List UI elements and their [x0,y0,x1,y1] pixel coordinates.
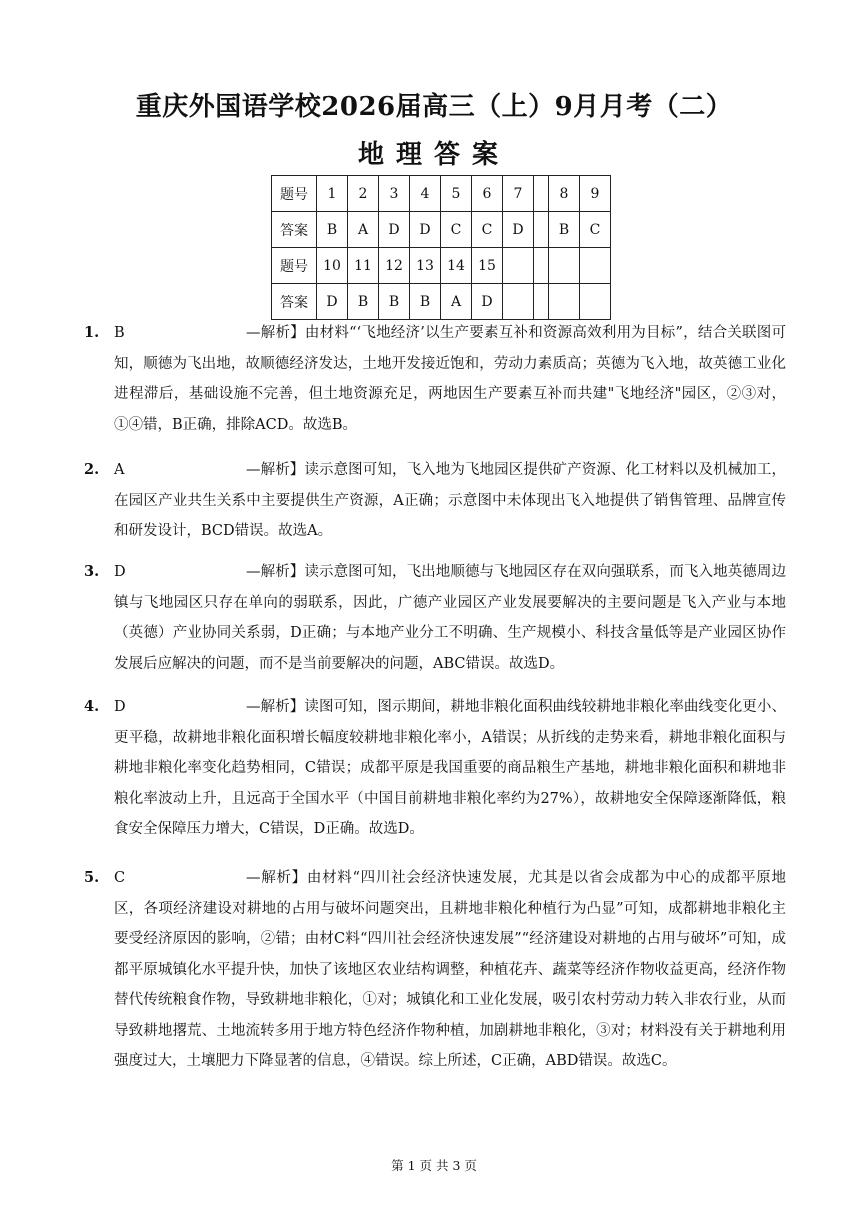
table-cell: 11 [348,248,379,284]
table-cell: B [410,284,441,320]
table-cell: D [317,284,348,320]
table-cell [503,248,534,284]
table-cell: B [549,212,580,248]
question-explanation: —解析】读示意图可知，飞入地为飞地园区提供矿产资源、化工材料以及机械加工，在园区产业共生关系中主要提供生产资源，A正确；示意图中未体现出飞入地提供了销售管理、品牌宣传和研发设计，BCD错误。故选A。 [114,462,786,539]
table-cell: C [580,212,611,248]
question-explanation: —解析】读图可知，图示期间，耕地非粮化面积曲线较耕地非粮化率曲线变化更小、更平稳，故耕地非粮化面积增长幅度较耕地非粮化率小，A错误；从折线的走势来看，耕地非粮化面积与耕地非粮化率变化趋势相同，C错误；成都平原是我国重要的商品粮生产基地，耕地非粮化面积和耕地非粮化率波动上升，且远高于全国水平（中国目前耕地非粮化率约为27%），故耕地安全保障逐渐降低，粮食安全保障压力增大，C错误，D正确。故选D。 [114,699,786,837]
question-answer: C [114,870,126,886]
question-answer: D [114,564,126,580]
table-cell: C [441,212,472,248]
table-cell: D [410,212,441,248]
table-cell [549,284,580,320]
table-cell: 15 [472,248,503,284]
question-item [84,863,786,1077]
table-cell: 5 [441,176,472,212]
question-item [84,557,786,679]
table-cell: 6 [472,176,503,212]
table-cell: A [441,284,472,320]
table-cell: D [503,212,534,248]
question-answer: A [114,462,125,478]
table-cell: 8 [549,176,580,212]
table-cell [534,284,549,320]
table-row [272,212,611,248]
table-cell: 3 [379,176,410,212]
table-cell [580,284,611,320]
table-cell: 13 [410,248,441,284]
page-subtitle: 地理答案 [357,140,510,170]
table-row [272,176,611,212]
question-number: 2. [84,461,100,478]
table-cell [534,248,549,284]
row-label: 题号 [272,176,317,212]
table-cell [503,284,534,320]
question-answer: D [114,699,126,715]
question-explanation: —解析】由材料“四川社会经济快速发展，尤其是以省会成都为中心的成都平原地区，各项经济建设对耕地的占用与破坏问题突出，且耕地非粮化种植行为凸显”可知，成都耕地非粮化主要受经济原因的影响，②错；由材C料“四川社会经济快速发展”“经济建设对耕地的占用与破坏”可知，成都平原城镇化水平提升快，加快了该地区农业结构调整，种植花卉、蔬菜等经济作物收益更高，经济作物替代传统粮食作物，导致耕地非粮化，①对；城镇化和工业化发展，吸引农村劳动力转入非农行业，从而导致耕地撂荒、土地流转多用于地方特色经济作物种植，加剧耕地非粮化，③对；材料没有关于耕地利用强度过大，土壤肥力下降显著的信息，④错误。综上所述，C正确，ABD错误。故选C。 [114,870,786,1069]
table-cell: D [379,212,410,248]
table-cell: B [379,284,410,320]
table-cell [534,212,549,248]
question-answer: B [114,325,125,341]
row-label: 答案 [272,284,317,320]
question-number: 3. [84,563,100,580]
question-item [84,455,786,547]
table-cell [549,248,580,284]
answer-table [271,175,611,320]
table-cell: A [348,212,379,248]
question-explanation: —解析】读示意图可知，飞出地顺德与飞地园区存在双向强联系，而飞入地英德周边镇与飞地园区只存在单向的弱联系，因此，广德产业园区产业发展要解决的主要问题是飞入产业与本地（英德）产业协同关系弱，D正确；与本地产业分工不明确、生产规模小、科技含量低等是产业园区协作发展后应解决的问题，而不是当前要解决的问题，ABC错误。故选D。 [114,564,786,672]
row-label: 题号 [272,248,317,284]
table-row [272,248,611,284]
question-explanation: —解析】由材料“‘飞地经济’以生产要素互补和资源高效利用为目标”，结合关联图可知，顺德为飞出地，故顺德经济发达，土地开发接近饱和，劳动力素质高；英德为飞入地，故英德工业化进程滞后，基础设施不完善，但土地资源充足，两地因生产要素互补而共建"飞地经济"园区，②③对，①④错，B正确，排除ACD。故选B。 [114,325,786,433]
table-cell: 9 [580,176,611,212]
table-cell: 2 [348,176,379,212]
page-title: 重庆外国语学校2026届高三（上）9月月考（二） [135,92,733,122]
table-row [272,284,611,320]
table-cell: 7 [503,176,534,212]
table-cell [580,248,611,284]
page-footer: 第 1 页 共 3 页 [391,1158,477,1173]
table-cell: 12 [379,248,410,284]
table-cell: C [472,212,503,248]
table-cell: 10 [317,248,348,284]
table-cell: B [317,212,348,248]
table-cell: B [348,284,379,320]
row-label: 答案 [272,212,317,248]
table-cell [534,176,549,212]
table-cell: D [472,284,503,320]
question-number: 5. [84,869,100,886]
question-number: 1. [84,324,100,341]
question-item [84,692,786,845]
question-item [84,318,786,440]
table-cell: 14 [441,248,472,284]
question-number: 4. [84,698,100,715]
table-cell: 4 [410,176,441,212]
table-cell: 1 [317,176,348,212]
